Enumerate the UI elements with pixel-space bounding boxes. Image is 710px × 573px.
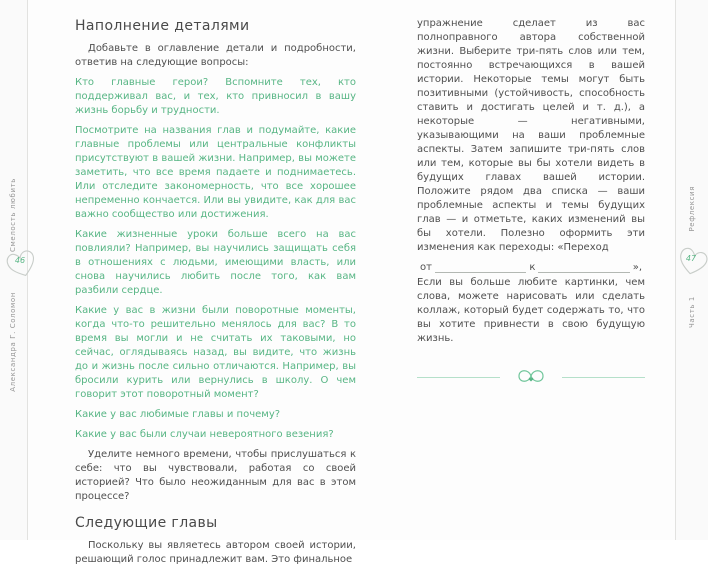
running-head-part: Часть 1 — [688, 296, 696, 329]
transition-fill-line — [417, 261, 645, 275]
question-paragraph: Посмотрите на названия глав и подумайте, какие главные проблемы или центральные конфликты присутствуют в вашей жизни. Например, вы можете заметить, что все время падаете и поднимаетесь. Или отследите закономерность, что все хорошее непременно кончается. Или вы увидите, как для вас важно сообщество или достижения. — [75, 125, 356, 220]
question-paragraph: Какие у вас были случаи невероятного везения? — [75, 429, 334, 440]
page-number-right: 47 — [685, 254, 697, 263]
running-head-section: Рефлексия — [688, 186, 696, 232]
question-paragraph: Кто главные герои? Вспомните тех, кто поддерживал вас, и тех, кто привносил в вашу жизнь борьбу и трудности. — [75, 77, 356, 116]
next-chapters-heading: Следующие главы — [75, 515, 218, 531]
section-heading: Наполнение деталями — [75, 18, 250, 34]
divider-line-right — [562, 377, 645, 378]
left-page-text-column — [75, 17, 356, 573]
collage-paragraph: Если вы больше любите картинки, чем слова, можете нарисовать или сделать коллаж, который будет содержать то, что вы хотите привнести в свою будущую жизнь. — [417, 277, 645, 344]
intro-paragraph: Добавьте в оглавление детали и подробности, ответив на следующие вопросы: — [75, 43, 356, 68]
page-number-left: 46 — [14, 256, 26, 265]
reflection-paragraph: Уделите немного времени, чтобы прислушаться к себе: что вы чувствовали, работая со своей историей? Что было неожиданным для вас в этом процессе? — [75, 449, 356, 502]
fill-in-blank-from — [435, 272, 526, 273]
section-end-divider — [417, 364, 645, 390]
fill-in-blank-to — [538, 272, 629, 273]
spine-author-name: Александра Г. Соломон — [9, 292, 17, 392]
right-page-text-column — [417, 17, 645, 390]
fill-line-middle: к — [529, 262, 536, 273]
continuation-paragraph: упражнение сделает из вас полноправного автора собственной жизни. Выберите три-пять слов или тем, постоянно встречающихся в вашей истории. Некоторые темы могут быть позитивными (устойчивость, способность ставить и достигать целей и т. д.), а некоторые — негативными, указывающими на ваши проблемные аспекты. Затем запишите три-пять слов или тем, которые вы бы хотели видеть в будущих главах вашей истории. Положите рядом два списка — ваши проблемные аспекты и темы будущих глав — и отметьте, каких изменений вы бы хотели. Полезно оформить эти изменения как переходы: «Переход — [417, 18, 645, 253]
page-number-badge-right — [676, 244, 710, 280]
spine-book-title: Смелость любить — [9, 178, 17, 252]
next-chapters-paragraph: Поскольку вы являетесь автором своей истории, решающий голос принадлежит вам. Это финальное — [75, 540, 356, 565]
fill-line-suffix: », — [632, 262, 643, 273]
page-number-badge-left — [5, 246, 39, 282]
fill-line-prefix: от — [420, 262, 432, 273]
question-paragraph: Какие у вас в жизни были поворотные моменты, когда что-то решительно менялось для вас? В то время вы могли и не считать их таковыми, но сейчас, оглядываясь назад, вы видите, что жизнь до и жизнь после сильно отличаются. Например, вы бросили курить или вернулись в школу. О чем говорит этот поворотный момент? — [75, 305, 356, 400]
question-paragraph: Какие у вас любимые главы и почему? — [75, 409, 281, 420]
question-paragraph: Какие жизненные уроки больше всего на вас повлияли? Например, вы научились защищать себя в отношениях с людьми, имеющими власть, или снова научились любить после того, как вам разбили сердце. — [75, 229, 356, 296]
infinity-heart-icon — [507, 364, 555, 390]
divider-line-left — [417, 377, 500, 378]
